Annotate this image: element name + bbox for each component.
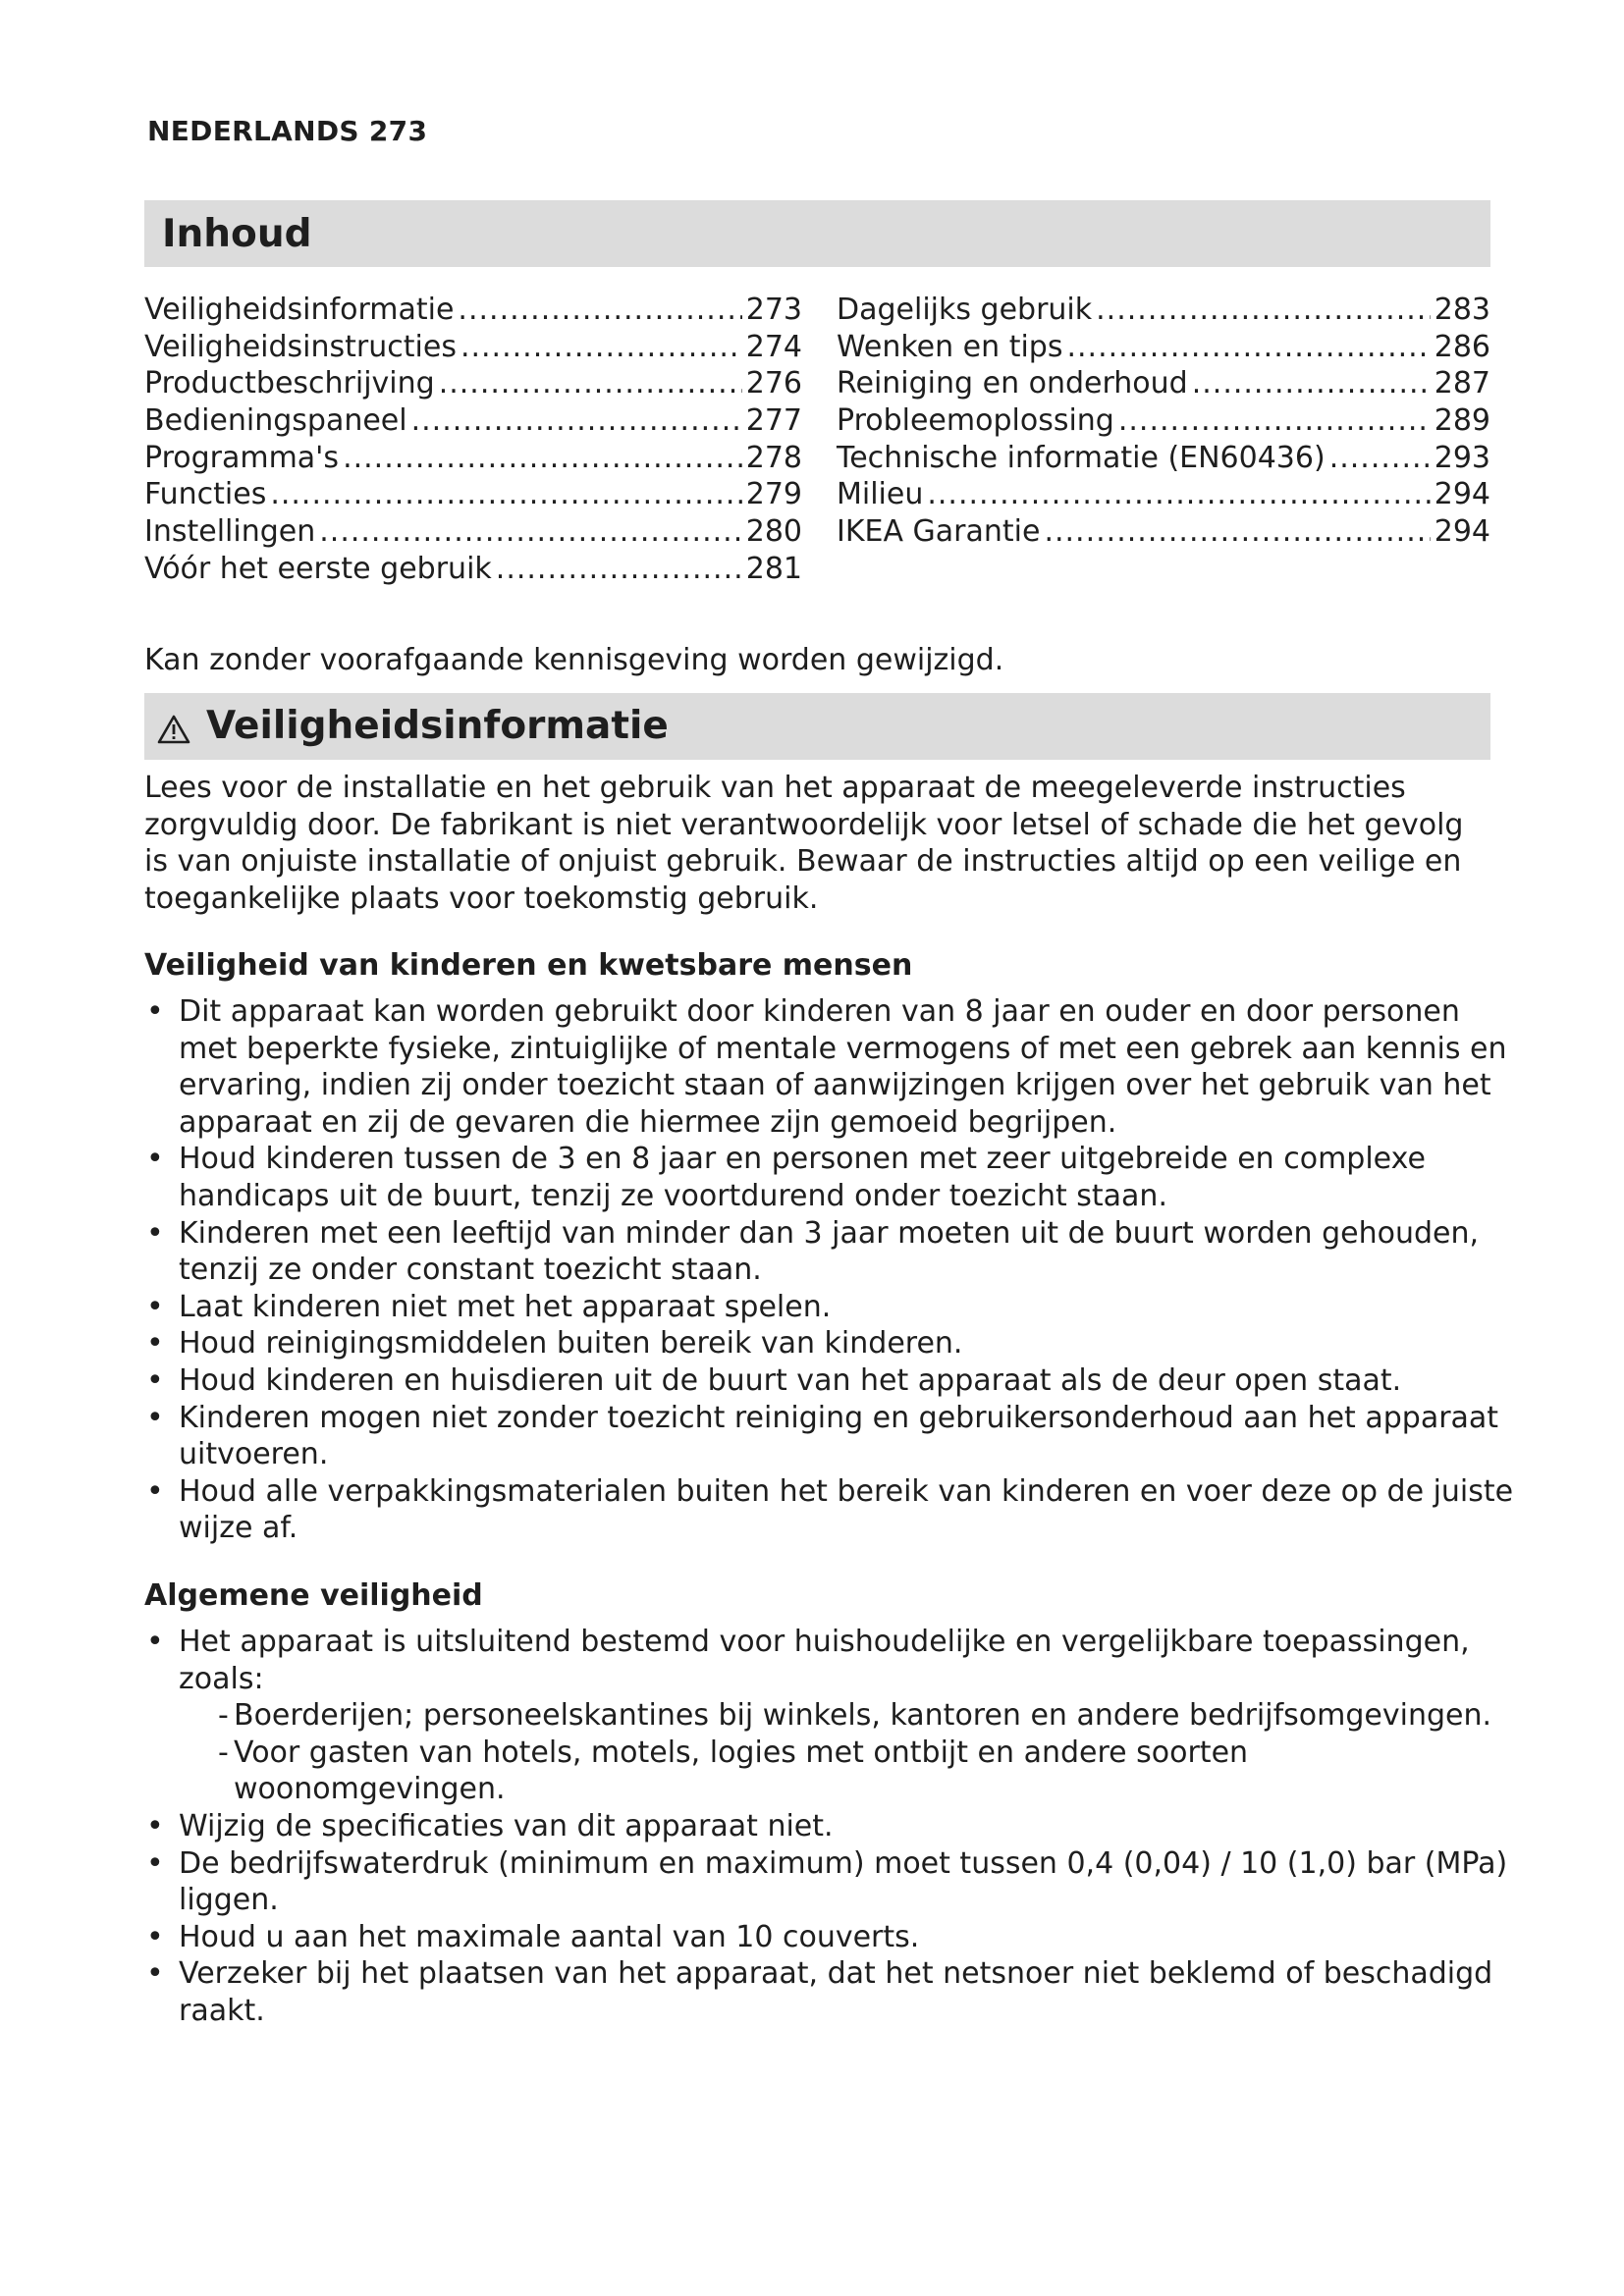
page-header: NEDERLANDS 273 [147, 115, 428, 147]
toc-entry-label: Probleemoplossing [837, 403, 1114, 439]
toc-entry-page: 273 [745, 293, 802, 327]
toc-entry-label: Technische informatie (EN60436) [837, 440, 1326, 475]
general-safety-list [144, 1624, 1519, 2030]
toc-entry-page: 289 [1434, 403, 1490, 439]
list-item: • Kinderen mogen niet zonder toezicht reiniging en gebruikersonderhoud aan het apparaat uitvoeren. [144, 1400, 1519, 1473]
toc-entry-label: Instellingen [144, 514, 316, 550]
toc-entry[interactable] [837, 292, 1490, 329]
list-item: • Houd alle verpakkingsmaterialen buiten het bereik van kinderen en voer deze op de juiste wijze af. [144, 1473, 1519, 1547]
list-item [144, 1624, 1519, 1808]
sub-list [179, 1697, 1519, 1808]
toc-entry-label: Programma's [144, 440, 340, 475]
list-item-text: Het apparaat is uitsluitend bestemd voor huishoudelijke en vergelijkbare toepassingen, zoals: [179, 1625, 1470, 1696]
list-item: • Kinderen met een leeftijd van minder dan 3 jaar moeten uit de buurt worden gehouden, tenzij ze onder constant toezicht staan. [144, 1215, 1519, 1289]
safety-intro: Lees voor de installatie en het gebruik van het apparaat de meegeleverde instructies zorgvuldig door. De fabrikant is niet verantwoordelijk voor letsel of schade die het gevolg is van onjuiste installatie of onjuist gebruik. Bewaar de instructies altijd op een veilige en toegankelijke plaats voor toekomstig gebruik. [144, 771, 1464, 916]
list-item: • De bedrijfswaterdruk (minimum en maximum) moet tussen 0,4 (0,04) / 10 (1,0) bar (MPa) liggen. [144, 1845, 1519, 1919]
toc-entry[interactable] [144, 440, 802, 477]
toc-entry[interactable] [837, 476, 1490, 513]
toc-entry-label: Veiligheidsinformatie [144, 293, 455, 327]
toc-entry[interactable] [837, 365, 1490, 402]
list-item: • Verzeker bij het plaatsen van het apparaat, dat het netsnoer niet beklemd of beschadigd raakt. [144, 1955, 1519, 2029]
toc-entry[interactable] [837, 440, 1490, 477]
toc-entry[interactable] [144, 476, 802, 513]
toc-entry-page: 287 [1434, 366, 1490, 401]
warning-icon [157, 711, 190, 742]
change-notice: Kan zonder voorafgaande kennisgeving worden gewijzigd. [144, 643, 1004, 677]
toc-entry[interactable] [144, 402, 802, 440]
toc-title-band [144, 200, 1490, 267]
toc-entry[interactable] [837, 329, 1490, 366]
children-safety-list [144, 993, 1519, 1547]
toc-entry-page: 286 [1434, 329, 1490, 364]
toc-entry-label: Reiniging en onderhoud [837, 366, 1188, 401]
toc-entry[interactable] [144, 329, 802, 366]
sub-list-item: - Boerderijen; personeelskantines bij winkels, kantoren en andere bedrijfsomgevingen. [198, 1697, 1519, 1735]
toc-entry-page: 283 [1434, 293, 1490, 327]
list-item: • Houd kinderen tussen de 3 en 8 jaar en personen met zeer uitgebreide en complexe handicaps uit de buurt, tenzij ze voortdurend onder toezicht staan. [144, 1141, 1519, 1214]
toc-entry-label: Wenken en tips [837, 329, 1063, 364]
toc-entry-page: 294 [1434, 477, 1490, 512]
toc-entry[interactable] [144, 513, 802, 551]
toc-entry-label: Vóór het eerste gebruik [144, 551, 492, 586]
toc-entry-page: 274 [745, 329, 802, 364]
list-item: • Houd u aan het maximale aantal van 10 couverts. [144, 1919, 1519, 1956]
toc-entry[interactable] [144, 365, 802, 402]
toc-left-column [144, 292, 802, 588]
toc-title: Inhoud [162, 212, 312, 256]
toc-entry-page: 280 [745, 514, 802, 550]
toc-entry-page: 276 [745, 366, 802, 401]
safety-title-band [144, 693, 1490, 760]
toc-entry-page: 278 [745, 440, 802, 475]
toc-entry-page: 281 [745, 551, 802, 586]
toc-entry-label: Bedieningspaneel [144, 403, 407, 439]
toc-entry-label: Functies [144, 477, 267, 512]
sub-list-item: - Voor gasten van hotels, motels, logies met ontbijt en andere soorten woonomgevingen. [198, 1735, 1519, 1808]
toc-entry[interactable] [144, 292, 802, 329]
toc-entry-label: IKEA Garantie [837, 514, 1041, 550]
toc-entry[interactable] [144, 551, 802, 588]
toc-right-column [837, 292, 1490, 551]
toc-entry-page: 277 [745, 403, 802, 439]
list-item: • Laat kinderen niet met het apparaat spelen. [144, 1289, 1519, 1326]
toc-entry-page: 293 [1434, 440, 1490, 475]
general-safety-heading: Algemene veiligheid [144, 1578, 483, 1613]
toc-entry-page: 279 [745, 477, 802, 512]
toc-entry-label: Dagelijks gebruik [837, 293, 1093, 327]
toc-entry[interactable] [837, 402, 1490, 440]
toc-entry-label: Milieu [837, 477, 924, 512]
list-item: • Houd kinderen en huisdieren uit de buurt van het apparaat als de deur open staat. [144, 1362, 1519, 1400]
toc-entry-label: Productbeschrijving [144, 366, 435, 401]
list-item: • Dit apparaat kan worden gebruikt door kinderen van 8 jaar en ouder en door personen met beperkte fysieke, zintuiglijke of mentale vermogens of met een gebrek aan kennis en ervaring, indien zij onder toezicht staan of aanwijzingen krijgen over het gebruik van het apparaat en zij de gevaren die hiermee zijn gemoeid begrijpen. [144, 993, 1519, 1141]
list-item: • Wijzig de specificaties van dit apparaat niet. [144, 1808, 1519, 1845]
list-item: • Houd reinigingsmiddelen buiten bereik van kinderen. [144, 1325, 1519, 1362]
safety-title: Veiligheidsinformatie [206, 704, 669, 748]
toc-entry-label: Veiligheidsinstructies [144, 329, 457, 364]
children-safety-heading: Veiligheid van kinderen en kwetsbare mensen [144, 948, 913, 983]
toc-entry[interactable] [837, 513, 1490, 551]
toc-entry-page: 294 [1434, 514, 1490, 550]
